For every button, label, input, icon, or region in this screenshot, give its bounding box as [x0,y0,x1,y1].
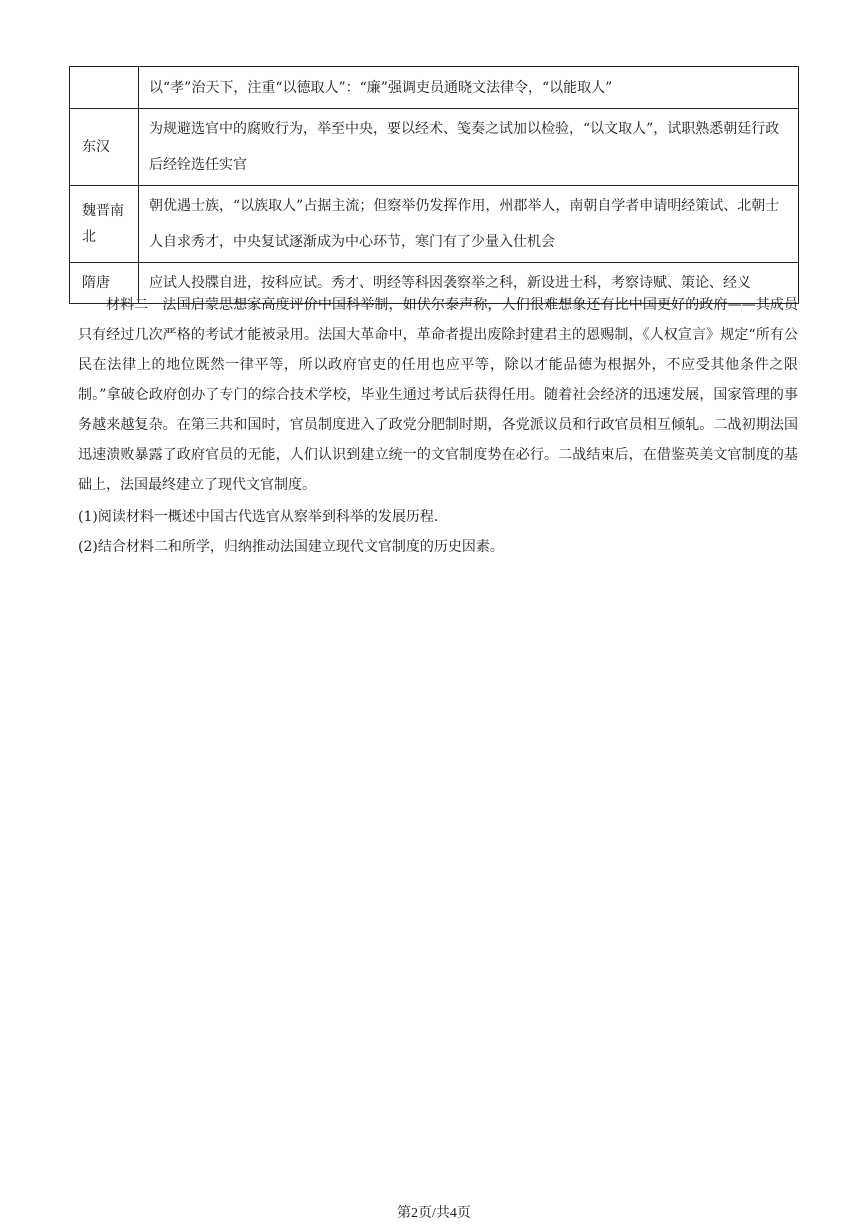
question-list [78,502,798,562]
selection-history-table [69,66,799,304]
content-cell: 以“孝”治天下，注重“以德取人”：“廉”强调吏员通晓文法律令，“以能取人” [139,67,799,109]
content-cell: 为规避选官中的腐败行为，举至中央，要以经术、笺奏之试加以检验，“以文取人”，试职熟悉朝廷行政后经铨选任实官 [139,109,799,186]
question-1: (1)阅读材料一概述中国古代选官从察举到科举的发展历程． [78,509,448,525]
material-two [78,290,798,500]
era-cell: 东汉 [70,109,139,186]
material-two-text: 材料二 法国启蒙思想家高度评价中国科举制，如伏尔泰声称，人们很难想象还有比中国更好的政府——其成员只有经过几次严格的考试才能被录用。法国大革命中，革命者提出废除封建君主的恩赐制，《人权宣言》规定“所有公民在法律上的地位既然一律平等，所以政府官吏的任用也应平等，除以才能品德为根据外，不应受其他条件之限制。”拿破仑政府创办了专门的综合技术学校，毕业生通过考试后获得任用。随着社会经济的迅速发展，国家管理的事务越来越复杂。在第三共和国时，官员制度进入了政党分肥制时期，各党派议员和行政官员相互倾轧。二战初期法国迅速溃败暴露了政府官员的无能，人们认识到建立统一的文官制度势在必行。二战结束后，在借鉴英美文官制度的基础上，法国最终建立了现代文官制度。 [78,297,798,493]
content-cell: 朝优遇士族，“以族取人”占据主流；但察举仍发挥作用，州郡举人，南朝自学者申请明经策试、北朝士人自求秀才，中央复试逐渐成为中心环节，寒门有了少量入仕机会 [139,186,799,263]
table-row [70,109,799,186]
page-number: 第2页/共4页 [397,1206,471,1221]
question-2: (2)结合材料二和所学，归纳推动法国建立现代文官制度的历史因素。 [78,539,504,555]
content-cell: 应试人投牒自进，按科应试。秀才、明经等科因袭察举之科，新设进士科，考察诗赋、策论、经义 [139,263,799,304]
table-row [70,67,799,109]
era-cell [70,67,139,109]
table-row [70,186,799,263]
era-cell: 隋唐 [70,263,139,304]
era-cell: 魏晋南北 [70,186,139,263]
